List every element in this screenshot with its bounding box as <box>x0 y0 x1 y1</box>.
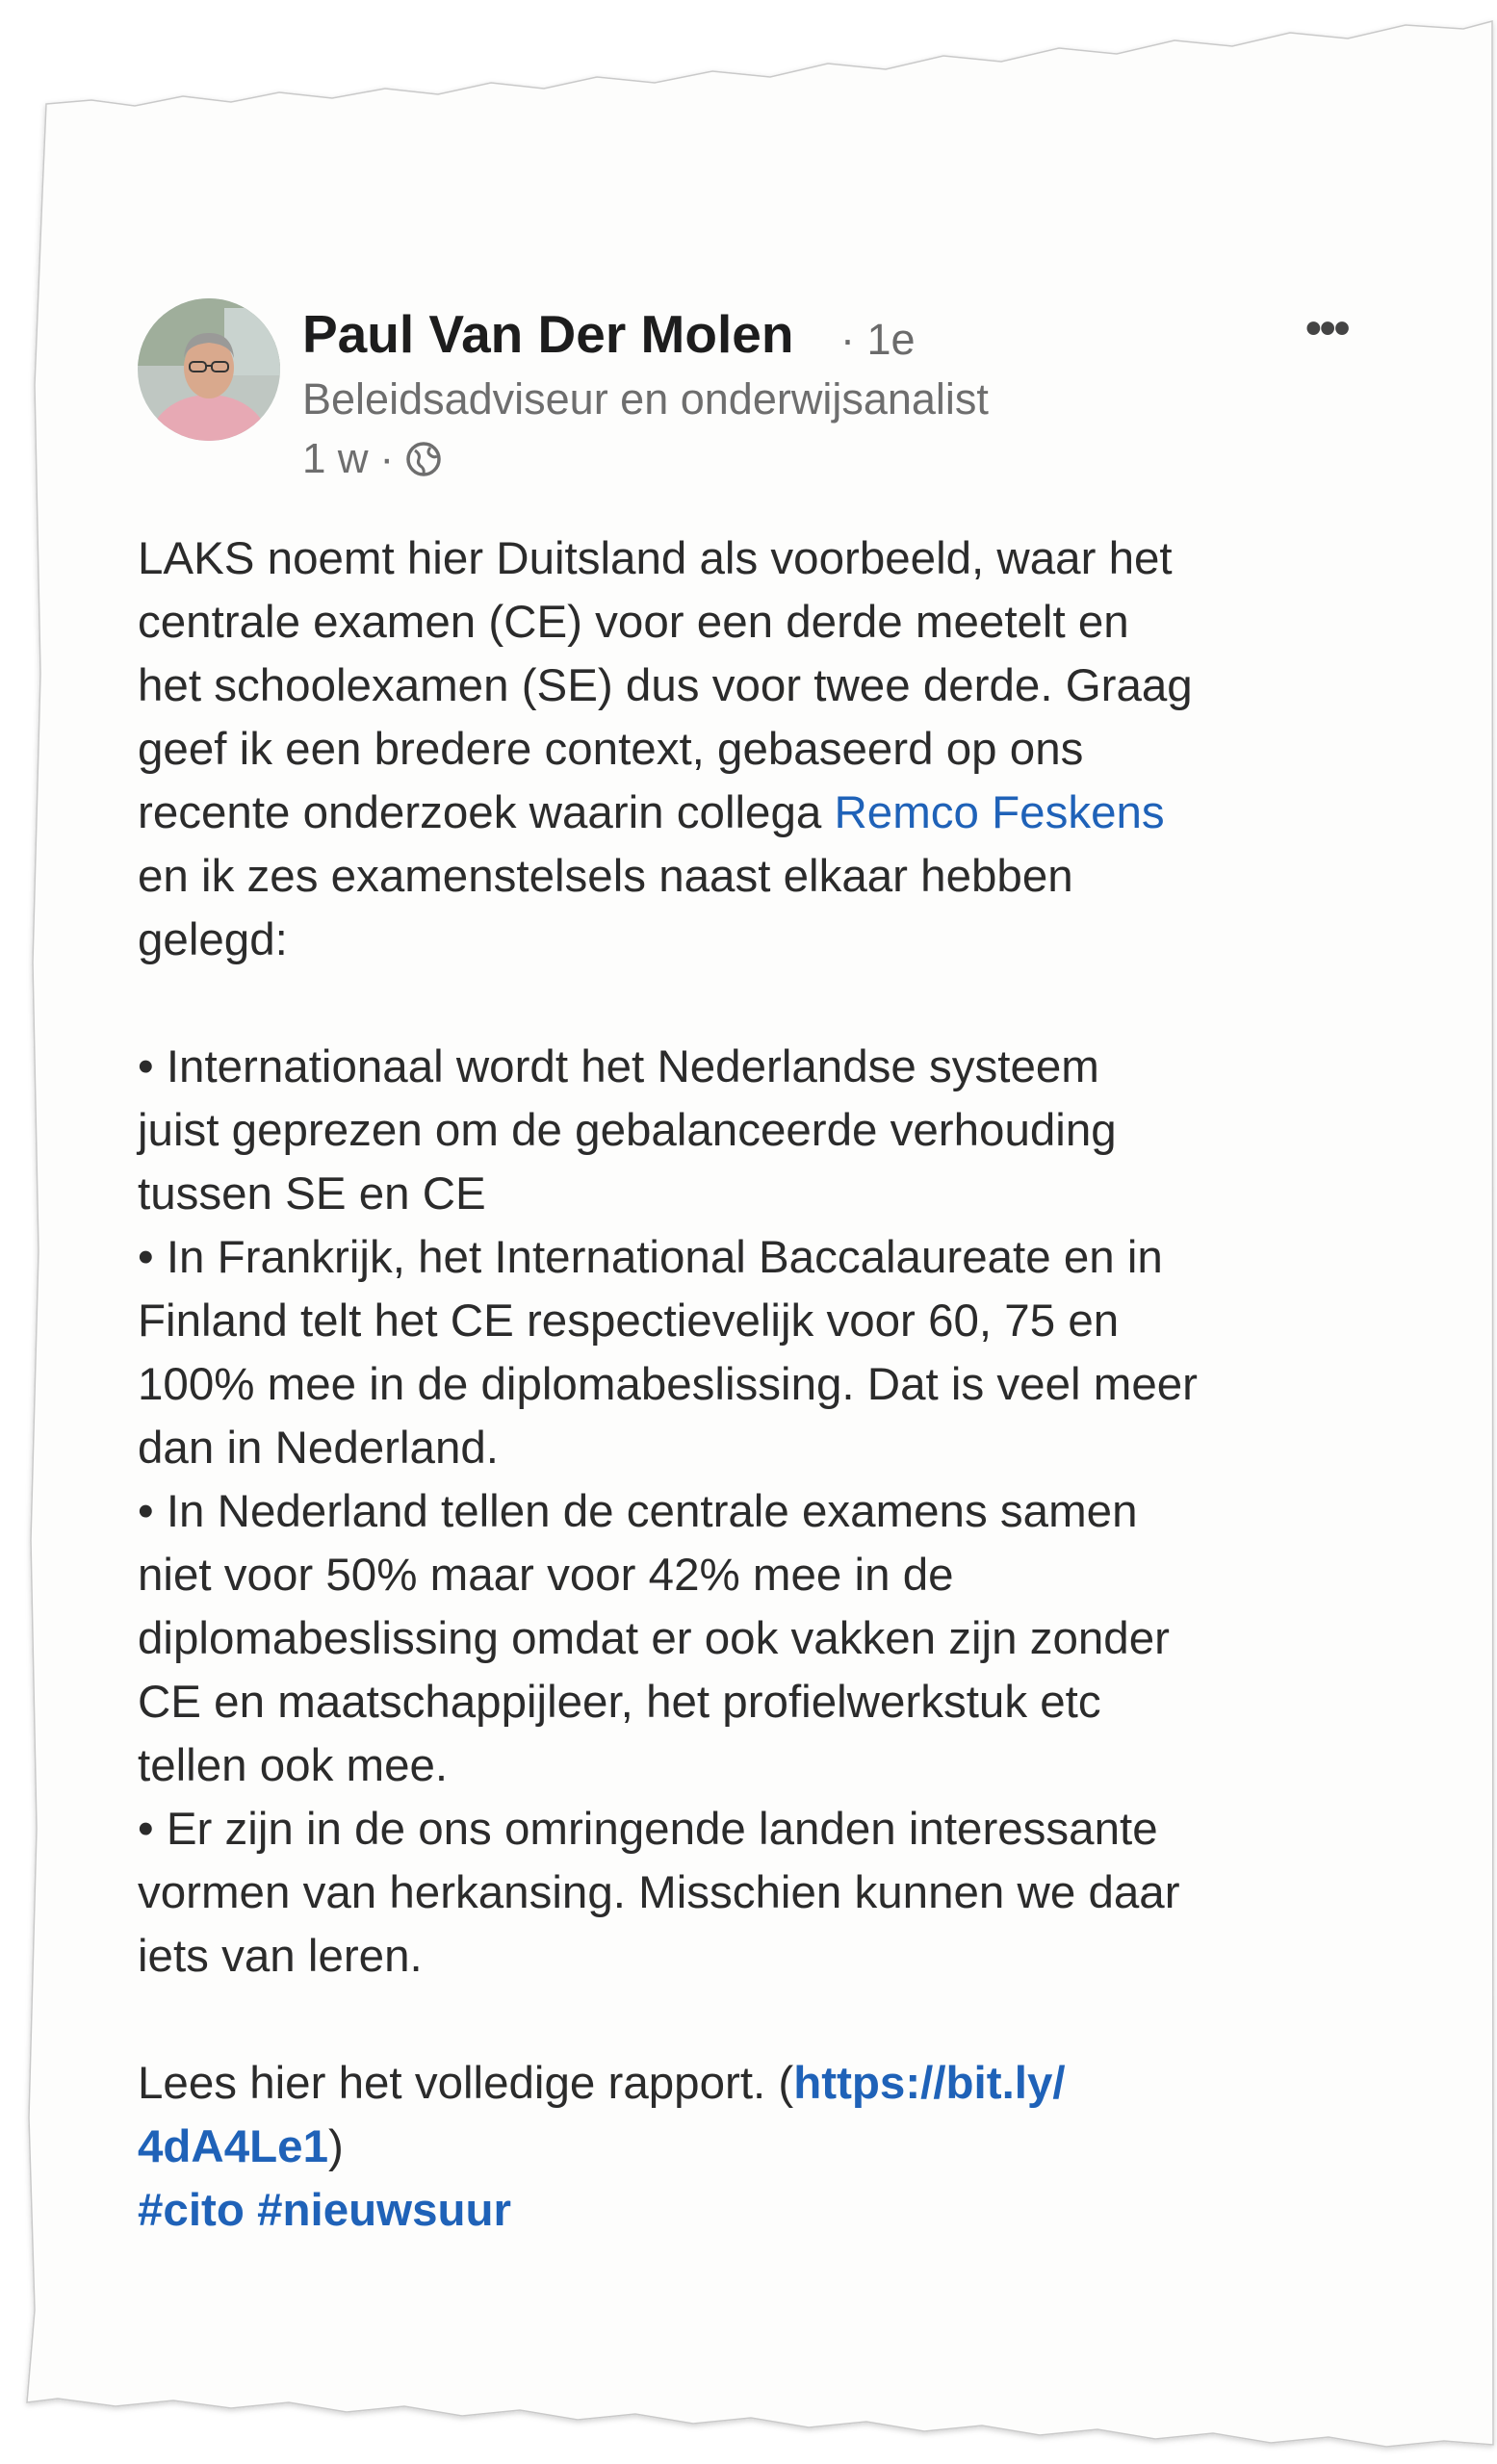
body-line: gelegd: <box>138 914 288 965</box>
bullet-line: niet voor 50% maar voor 42% mee in de <box>138 1550 954 1601</box>
footer-line <box>138 2052 1389 2116</box>
body-line: en ik zes examenstelsels naast elkaar hebben <box>138 851 1073 902</box>
bullet-line: 100% mee in de diplomabeslissing. Dat is veel meer <box>138 1359 1198 1410</box>
bullet-line: • In Frankrijk, het International Baccalaureate en in <box>138 1232 1163 1283</box>
body-line: geef ik een bredere context, gebaseerd op ons <box>138 724 1084 775</box>
bullet-line: iets van leren. <box>138 1931 423 1982</box>
report-link-continued[interactable]: 4dA4Le1 <box>138 2121 329 2172</box>
body-line: centrale examen (CE) voor een derde meetelt en <box>138 597 1129 648</box>
post-meta <box>302 430 442 488</box>
hashtag-nieuwsuur[interactable]: #nieuwsuur <box>257 2185 512 2236</box>
body-line: LAKS noemt hier Duitsland als voorbeeld, waar het <box>138 533 1173 584</box>
post-time: 1 w <box>302 435 369 482</box>
author-name[interactable]: Paul Van Der Molen <box>302 304 794 364</box>
hashtags-line <box>138 2179 1389 2243</box>
body-line: het schoolexamen (SE) dus voor twee derde. Graag <box>138 660 1193 711</box>
author-avatar[interactable] <box>138 298 280 441</box>
body-line <box>138 782 1389 845</box>
hashtag-cito[interactable]: #cito <box>138 2185 245 2236</box>
meta-separator: · <box>379 435 395 482</box>
bullet-line: tellen ook mee. <box>138 1740 449 1791</box>
mention-remco-feskens[interactable]: Remco Feskens <box>834 787 1165 838</box>
bullet-line: vormen van herkansing. Misschien kunnen we daar <box>138 1867 1180 1918</box>
avatar-photo <box>138 298 280 441</box>
bullet-line: dan in Nederland. <box>138 1423 499 1474</box>
bullet-line: • In Nederland tellen de centrale examens samen <box>138 1486 1138 1537</box>
body-line-text: recente onderzoek waarin collega <box>138 787 835 838</box>
author-headline: Beleidsadviseur en onderwijsanalist <box>302 374 989 424</box>
globe-icon <box>405 441 442 477</box>
report-link[interactable]: https://bit.ly/ <box>793 2058 1066 2109</box>
bullet-line: Finland telt het CE respectievelijk voor 60, 75 en <box>138 1296 1120 1347</box>
bullet-line: juist geprezen om de gebalanceerde verhouding <box>138 1105 1117 1156</box>
footer-text: Lees hier het volledige rapport. ( <box>138 2058 794 2109</box>
post-body <box>138 527 1389 2243</box>
close-paren: ) <box>328 2121 344 2172</box>
more-options-icon[interactable]: ••• <box>1305 303 1349 354</box>
bullet-line: tussen SE en CE <box>138 1168 486 1219</box>
bullet-line: diplomabeslissing omdat er ook vakken zijn zonder <box>138 1613 1170 1664</box>
bullet-line: CE en maatschappijleer, het profielwerkstuk etc <box>138 1677 1101 1728</box>
footer-line <box>138 2116 1389 2179</box>
bullet-line: • Internationaal wordt het Nederlandse systeem <box>138 1041 1099 1092</box>
connection-degree: · 1e <box>840 315 916 364</box>
bullet-line: • Er zijn in de ons omringende landen interessante <box>138 1804 1158 1855</box>
